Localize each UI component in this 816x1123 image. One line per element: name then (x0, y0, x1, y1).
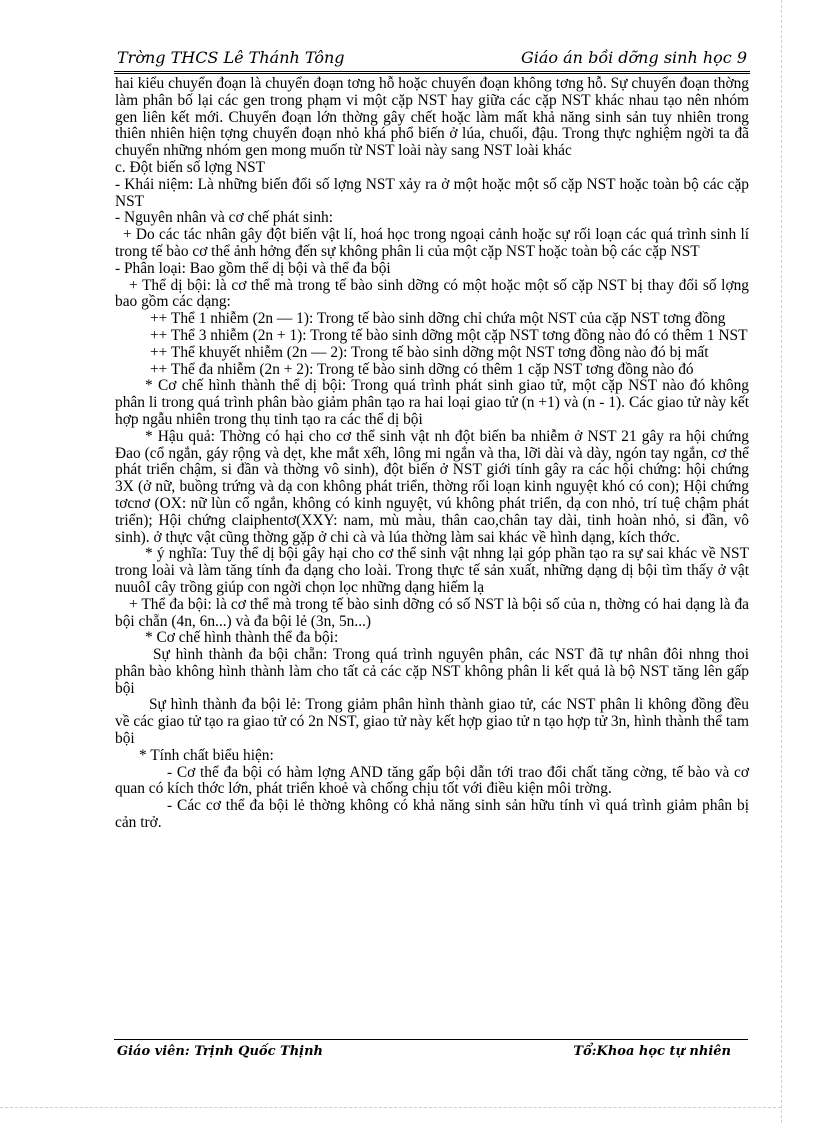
page-edge-bottom (0, 1107, 781, 1108)
paragraph: - Nguyên nhân và cơ chế phát sinh: (115, 209, 333, 227)
paragraph: - Phân loại: Bao gồm thể dị bội và thể đa bội (115, 259, 391, 277)
footer-department: Tổ:Khoa học tự nhiên (573, 1044, 731, 1059)
paragraph: + Thể dị bội: là cơ thể mà trong tế bào sinh dỡng có một hoặc một số cặp NST bị thay đổi số lợng bao gồm các dạng: (115, 276, 749, 311)
paragraph: * Cơ chế hình thành thể đa bội: (145, 629, 339, 647)
paragraph: Sự hình thành đa bội chẵn: Trong quá trình nguyên phân, các NST đã tự nhân đôi nhng thoi phân bào không hình thành làm cho tất cả các cặp NST không phân li kết quả là bộ NST tăng lên gấp bội (115, 646, 749, 697)
paragraph: * ý nghĩa: Tuy thể dị bội gây hại cho cơ thể sinh vật nhng lại góp phần tạo ra sự sai khác về NST trong loài và làm tăng tính đa dạng cho loài. Trong thực tế sản xuất, những dạng dị bội tìm thấy ở vật nuuôI cây trồng giúp con ngời chọn lọc những dạng hiếm lạ (115, 545, 749, 596)
paragraph: + Thể đa bội: là cơ thể mà trong tế bào sinh dỡng có số NST là bội số của n, thờng có hai dạng là đa bội chẵn (4n, 6n...) và đa bội lẻ (3n, 5n...) (115, 595, 749, 630)
page-footer (117, 1044, 747, 1064)
footer-divider (114, 1039, 748, 1040)
paragraph: hai kiểu chuyển đoạn là chuyển đoạn tơng hỗ hoặc chuyển đoạn không tơng hỗ. Sự chuyển đoạn thờng làm phân bố lại các gen trong phạm vi một cặp NST hay giữa các cặp NST khác nhau tạo nên nhóm gen liên kết mới. Chuyển đoạn lớn thờng gây chết hoặc làm mất khả năng sinh sản tuy nhiên trong thiên nhiên hiện tợng chuyển đoạn nhỏ khá phổ biến ở lúa, chuối, đậu. Trong thực nghiệm ngời ta đã chuyển những nhóm gen mong muốn từ NST loài này sang NST loài khác (115, 75, 749, 160)
section-heading: c. Đột biến số lợng NST (115, 158, 266, 176)
paragraph: ++ Thể 3 nhiễm (2n + 1): Trong tế bào sinh dỡng một cặp NST tơng đồng nào đó có thêm 1 NST (150, 326, 748, 344)
page-edge-right (781, 0, 782, 1123)
paragraph: * Hậu quả: Thờng có hại cho cơ thể sinh vật nh đột biến ba nhiễm ở NST 21 gây ra hội chứng Đao (cổ ngắn, gáy rộng và dẹt, khe mắt xếh, lông mi ngắn và tha, lỡi dài và dày, ngón tay ngắn, cơ thể phát triển chậm, si đần và thờng vô sinh), đột biến ở NST giới tính gây ra các hội chứng: hội chứng 3X (ở nữ, buồng trứng và dạ con không phát triển, thờng rối loạn kinh nguyệt khó có con); Hội chứng tơcnơ (OX: nữ lùn cổ ngắn, không có kinh nguyệt, vú không phát triển, dạ con nhỏ, trí tuệ chậm phát triển); Hội chứng claiphentơ(XXY: nam, mù màu, thân cao,chân tay dài, tinh hoàn nhỏ, si đần, vô sinh). ở thực vật cũng thờng gặp ở chi cà và lúa thờng làm sai khác về hình dạng, kích thớc. (115, 427, 749, 546)
page-header (117, 48, 747, 70)
paragraph: ++ Thể khuyết nhiễm (2n — 2): Trong tế bào sinh dỡng một NST tơng đồng nào đó bị mất (150, 343, 709, 361)
footer-teacher: Giáo viên: Trịnh Quốc Thịnh (117, 1044, 324, 1059)
paragraph: - Các cơ thể đa bội lẻ thờng không có khả năng sinh sản hữu tính vì quá trình giảm phân bị cản trở. (115, 797, 749, 832)
header-subject: Giáo án bồi dỡng sinh học 9 (520, 48, 747, 67)
document-body (115, 76, 749, 832)
paragraph: - Khái niệm: Là những biến đổi số lợng NST xảy ra ở một hoặc một số cặp NST hoặc toàn bộ các cặp NST (115, 175, 749, 210)
paragraph: Sự hình thành đa bội lẻ: Trong giảm phân hình thành giao tử, các NST phân li không đồng đều về các giao tử tạo ra giao tử có 2n NST, giao tử này kết hợp giao tử n tạo hợp tử 3n, hình thành thể tam bội (115, 696, 749, 748)
header-school: Trờng THCS Lê Thánh Tông (117, 48, 345, 67)
paragraph: * Cơ chế hình thành thể dị bội: Trong quá trình phát sinh giao tử, một cặp NST nào đó không phân li trong quá trình phân bào giảm phân tạo ra hai loại giao tử (n +1) và (n - 1). Các giao tử này kết hợp ngẫu nhiên trong thụ tinh tạo ra các thể dị bội (115, 377, 749, 428)
paragraph: ++ Thể đa nhiễm (2n + 2): Trong tế bào sinh dỡng có thêm 1 cặp NST tơng đồng nào đó (150, 360, 694, 378)
paragraph: ++ Thể 1 nhiễm (2n — 1): Trong tế bào sinh dỡng chỉ chứa một NST của cặp NST tơng đồng (150, 310, 726, 328)
paragraph: - Cơ thể đa bội có hàm lợng AND tăng gấp bội dẫn tới trao đổi chất tăng cờng, tế bào và cơ quan có kích thớc lớn, phát triển khoẻ và chống chịu tốt với điều kiện môi trờng. (115, 763, 749, 798)
paragraph: * Tính chất biểu hiện: (139, 746, 274, 764)
paragraph: + Do các tác nhân gây đột biến vật lí, hoá học trong ngoại cảnh hoặc sự rối loạn các quá trình sinh lí trong tế bào cơ thể ảnh hởng đến sự không phân li của một cặp NST hoặc toàn bộ các cặp NST (115, 226, 749, 260)
header-divider (114, 71, 750, 74)
